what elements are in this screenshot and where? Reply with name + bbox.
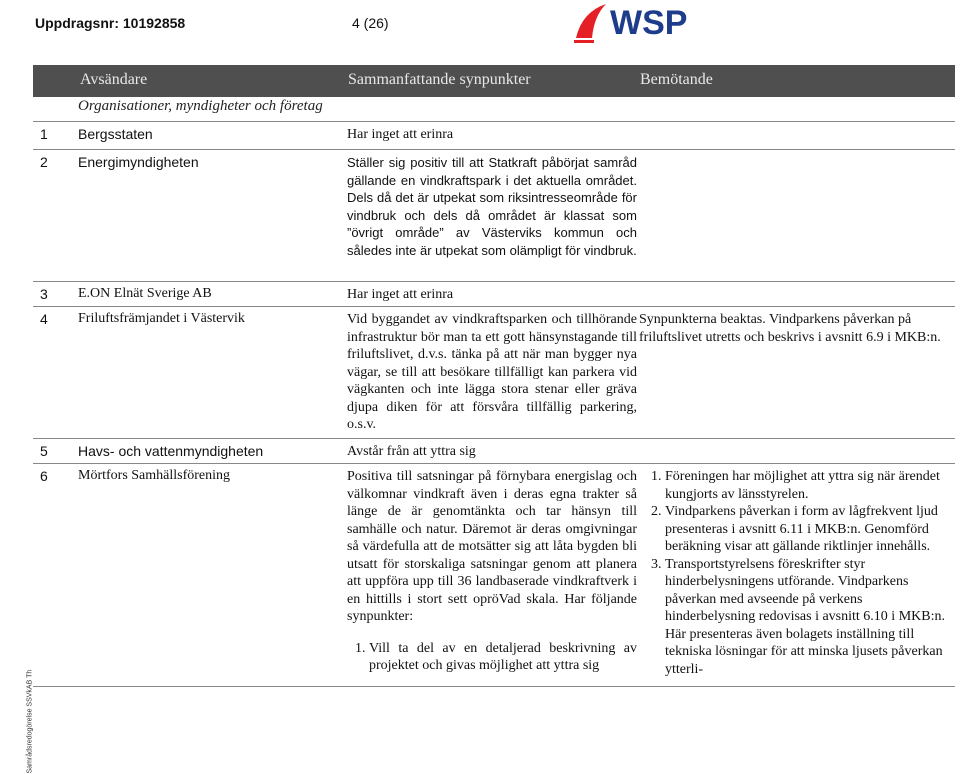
row-number: 4 bbox=[40, 311, 48, 327]
summary-text: Har inget att erinra bbox=[347, 287, 454, 302]
section-heading-row bbox=[33, 97, 955, 122]
row-summary bbox=[347, 311, 637, 434]
table-row bbox=[33, 307, 955, 439]
row-summary bbox=[347, 286, 637, 304]
row-number: 6 bbox=[40, 468, 48, 484]
col-header-response: Bemötande bbox=[640, 71, 713, 88]
row-number: 1 bbox=[40, 126, 48, 142]
side-footer-text: Samrådsredogörelse SSVkAB Th bbox=[26, 669, 34, 774]
assignment-number: Uppdragsnr: 10192858 bbox=[35, 15, 186, 31]
row-summary bbox=[347, 126, 637, 144]
summary-text: Ställer sig positiv till att Statkraft påbörjat samråd gällande en vindkraftspark i det aktuella området. Dels då det är utpekat som riksintresseområde för vindbruk och dels då området är klassat som ”övrigt område” av Västerviks kommun och således inte är utpekat som olämpligt för vindbruk. bbox=[347, 155, 637, 258]
table-row bbox=[33, 439, 955, 464]
table-header bbox=[33, 65, 955, 97]
table-row bbox=[33, 464, 955, 687]
row-number: 3 bbox=[40, 286, 48, 302]
summary-text: Vid byggandet av vindkraftsparken och tillhörande infrastruktur bör man ta ett gott hänsynstagande till friluftslivet, d.v.s. tänka på att när man bygger nya vägar, se till att besökare tillfälligt kan parkera vid vägkanten och inte lägga stora stenar eller gräva djupa diken för att försvåra tillfällig parkering, o.s.v. bbox=[347, 312, 637, 432]
response-list bbox=[639, 468, 945, 678]
row-summary bbox=[347, 154, 637, 259]
table-row bbox=[33, 122, 955, 150]
list-item: 2. Vindparkens påverkan i form av lågfrekvent ljud presenteras i avsnitt 6.11 i MKB:n. Genomförd beräkning visar att gällande riktlinjer innehålls. bbox=[665, 503, 945, 556]
response-text: Synpunkterna beaktas. Vindparkens påverkan på friluftslivet utretts och beskrivs i avsnitt 6.9 i MKB:n. bbox=[639, 312, 941, 345]
summary-text: Avstår från att yttra sig bbox=[347, 444, 476, 459]
col-header-sender: Avsändare bbox=[80, 71, 148, 88]
wsp-logo bbox=[572, 0, 712, 44]
row-sender: Energimyndigheten bbox=[78, 154, 199, 170]
section-heading: Organisationer, myndigheter och företag bbox=[78, 98, 323, 114]
list-item: 1. Föreningen har möjlighet att yttra sig när ärendet kungjorts av länsstyrelen. bbox=[665, 468, 945, 503]
row-response bbox=[639, 468, 945, 678]
col-header-summary: Sammanfattande synpunkter bbox=[348, 71, 531, 88]
row-number: 5 bbox=[40, 443, 48, 459]
logo-text: WSP bbox=[610, 4, 688, 42]
row-summary bbox=[347, 468, 637, 675]
table-row bbox=[33, 282, 955, 307]
summary-text: Positiva till satsningar på förnybara energislag och välkomnar vindkraft även i deras egna trakter så länge de är genomtänkta och tar hänsyn till samhälle och natur. Däremot är deras omgivningar så värdefulla att de motsätter sig att låta bygden bli utsatt för storskaliga satsningar genom att planera att uppföra upp till 36 landbaserade vindkraftverk i en hittills i stort sett opröVad skala. Har följande synpunkter: bbox=[347, 469, 637, 624]
row-sender: Havs- och vattenmyndigheten bbox=[78, 443, 264, 459]
row-sender: E.ON Elnät Sverige AB bbox=[78, 286, 212, 301]
row-sender: Bergsstaten bbox=[78, 126, 153, 142]
list-item: 3. Transportstyrelsens föreskrifter styr hinderbelysningens utförande. Vindparkens påverkan med avseende på verkens hinderbelysning redovisas i avsnitt 6.10 i MKB:n. Här presenteras även bolagets inställning till tekniska lösningar för att minska ljusets påverkan ytterli- bbox=[665, 556, 945, 679]
row-sender: Mörtfors Samhällsförening bbox=[78, 468, 231, 483]
table-row bbox=[33, 150, 955, 282]
logo-swoosh-icon bbox=[574, 4, 606, 43]
summary-list bbox=[347, 640, 637, 675]
row-sender: Friluftsfrämjandet i Västervik bbox=[78, 311, 245, 326]
page-number: 4 (26) bbox=[352, 15, 389, 31]
list-item: 1. Vill ta del av en detaljerad beskrivning av projektet och givas möjlighet att yttra sig bbox=[369, 640, 637, 675]
row-summary bbox=[347, 443, 637, 461]
row-response bbox=[639, 311, 945, 346]
summary-text: Har inget att erinra bbox=[347, 127, 454, 142]
row-number: 2 bbox=[40, 154, 48, 170]
